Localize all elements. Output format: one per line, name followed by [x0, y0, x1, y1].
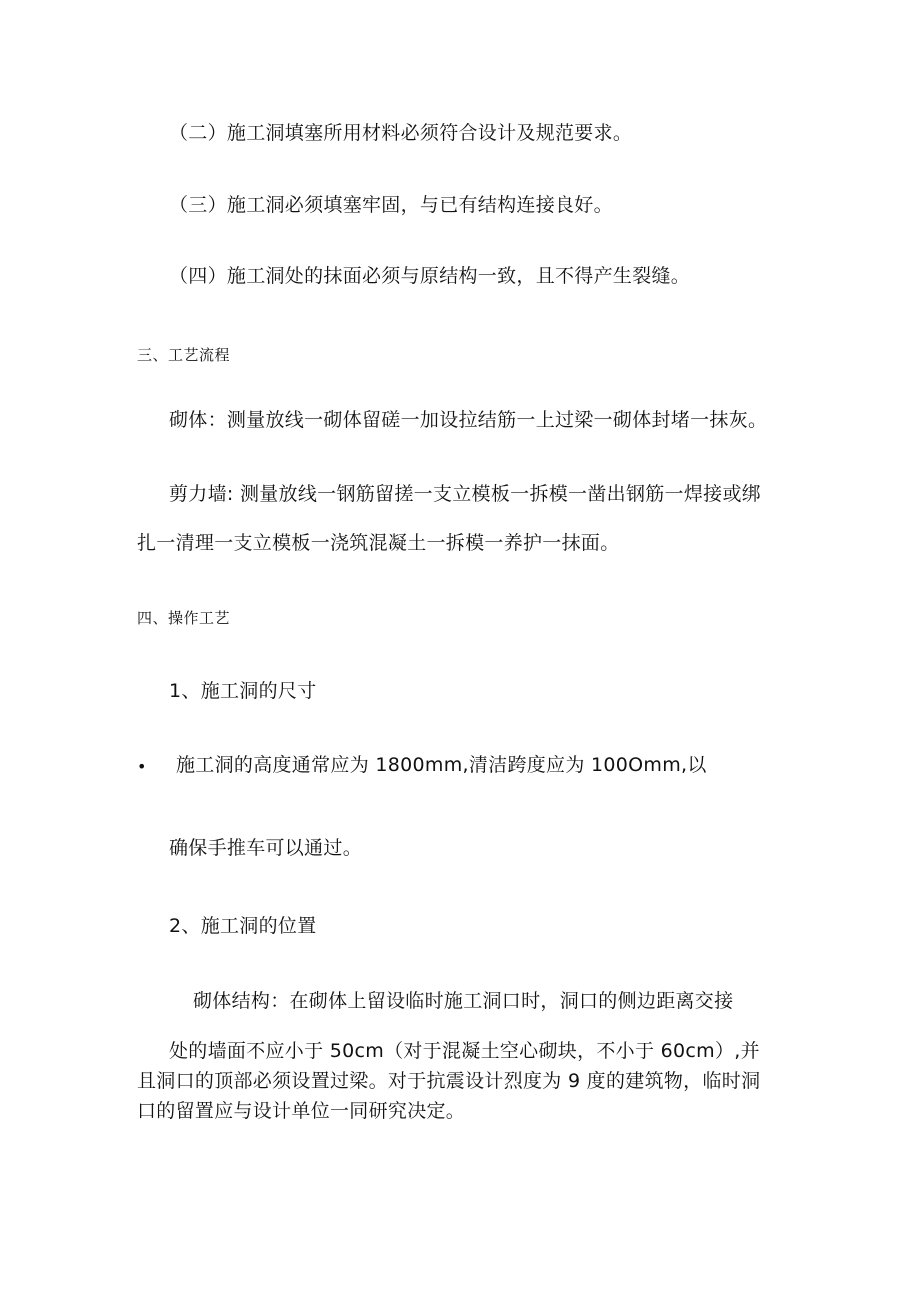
requirement-4: （四）施工洞处的抹面必须与原结构一致，且不得产生裂缝。: [169, 265, 691, 287]
position-paragraph-line-4: 口的留置应与设计单位一同研究决定。: [137, 1100, 466, 1122]
item-2-heading: 2、施工洞的位置: [169, 915, 317, 937]
shear-wall-process-flow-line-2: 扎一清理一支立模板一浇筑混凝土一拆模一养护一抹面。: [137, 532, 620, 554]
position-paragraph-line-2: 处的墙面不应小于 50cm（对于混凝土空心砌块，不小于 60cm）,并: [169, 1040, 760, 1062]
size-paragraph-line-2: 确保手推车可以通过。: [169, 837, 363, 859]
requirement-2: （二）施工洞填塞所用材料必须符合设计及规范要求。: [169, 122, 633, 144]
item-1-heading: 1、施工洞的尺寸: [169, 680, 317, 702]
size-paragraph-line-1: 施工洞的高度通常应为 1800mm,清洁跨度应为 100Omm,以: [176, 754, 707, 776]
masonry-process-flow: 砌体：测量放线一砌体留磋一加设拉结筋一上过梁一砌体封堵一抹灰。: [169, 409, 768, 431]
requirement-3: （三）施工洞必须填塞牢固，与已有结构连接良好。: [169, 194, 613, 216]
position-paragraph-line-1: 砌体结构：在砌体上留设临时施工洞口时，洞口的侧边距离交接: [193, 990, 734, 1012]
section-4-heading: 四、操作工艺: [137, 609, 231, 627]
section-3-heading: 三、工艺流程: [137, 346, 231, 364]
bullet-mark: •: [137, 757, 147, 776]
shear-wall-process-flow-line-1: 剪力墙: 测量放线一钢筋留搓一支立模板一拆模一凿出钢筋一焊接或绑: [169, 483, 762, 505]
position-paragraph-line-3: 且洞口的顶部必须设置过梁。对于抗震设计烈度为 9 度的建筑物，临时洞: [137, 1070, 761, 1092]
